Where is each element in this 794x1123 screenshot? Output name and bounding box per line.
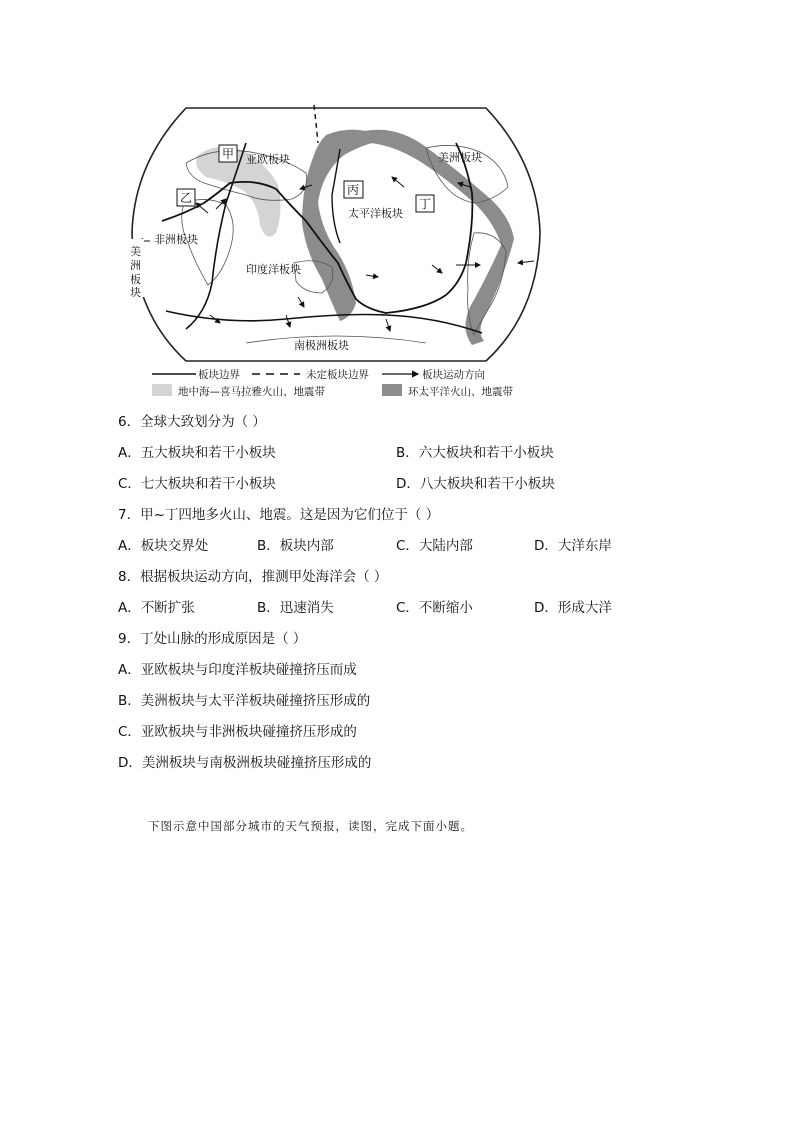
legend-pacific-swatch: [382, 384, 402, 396]
label-american-plate-west-3: 板: [130, 273, 141, 286]
question-8-option-a: A．不断扩张: [118, 600, 195, 616]
question-8-option-d: D．形成大洋: [534, 600, 612, 616]
label-indian-ocean-plate: 印度洋板块: [246, 263, 301, 276]
svg-text:丁: 丁: [419, 197, 432, 211]
question-9-option-b: B．美洲板块与太平洋板块碰撞挤压形成的: [118, 693, 371, 709]
question-9: 9．丁处山脉的形成原因是（ ）: [118, 631, 307, 647]
question-9-option-c: C．亚欧板块与非洲板块碰撞挤压形成的: [118, 724, 357, 740]
question-7-option-b: B．板块内部: [257, 538, 334, 554]
label-pacific-plate: 太平洋板块: [348, 207, 403, 220]
question-6-option-b: B．六大板块和若干小板块: [396, 445, 554, 461]
marker-jia: [219, 145, 237, 162]
question-8: 8．根据板块运动方向，推测甲处海洋会（ ）: [118, 569, 388, 585]
question-6-options-row-2: [118, 474, 698, 505]
legend-boundary: 板块边界: [198, 369, 240, 381]
marker-ding: [416, 195, 434, 212]
legend-mediterranean-belt: 地中海—喜马拉雅火山、地震带: [178, 386, 325, 398]
legend-mediterranean-swatch: [152, 384, 172, 396]
label-american-plate-west-2: 洲: [130, 259, 141, 272]
label-antarctic-plate: 南极洲板块: [294, 339, 349, 352]
label-american-plate-ne: 美洲板块: [438, 151, 482, 164]
question-7-options: [118, 536, 698, 567]
question-list: [118, 412, 698, 784]
legend-undetermined: 未定板块边界: [306, 369, 369, 381]
label-american-plate-west: [128, 239, 144, 299]
question-8-option-c: C．不断缩小: [396, 600, 473, 616]
svg-text:丙: 丙: [347, 183, 360, 197]
question-7-option-d: D．大洋东岸: [534, 538, 612, 554]
question-7: 7．甲~丁四地多火山、地震。这是因为它们位于（ ）: [118, 507, 440, 523]
svg-text:乙: 乙: [180, 191, 193, 205]
legend-movement: 板块运动方向: [422, 369, 485, 381]
legend-pacific-belt: 环太平洋火山、地震带: [408, 386, 513, 398]
question-6-options-row-1: [118, 443, 698, 474]
map-legend: [152, 368, 513, 398]
marker-bing: [344, 181, 363, 198]
label-african-plate: 非洲板块: [154, 233, 198, 246]
question-9-option-a: A．亚欧板块与印度洋板块碰撞挤压而成: [118, 662, 357, 678]
question-6-option-d: D．八大板块和若干小板块: [396, 476, 555, 492]
question-8-option-b: B．迅速消失: [257, 600, 334, 616]
question-6-option-a: A．五大板块和若干小板块: [118, 445, 276, 461]
question-9-option-d: D．美洲板块与南极洲板块碰撞挤压形成的: [118, 755, 372, 771]
marker-yi: [177, 189, 195, 206]
question-7-option-a: A．板块交界处: [118, 538, 209, 554]
svg-text:甲: 甲: [222, 147, 235, 161]
label-american-plate-west-4: 块: [130, 286, 141, 299]
question-8-options: [118, 598, 698, 629]
question-6: 6．全球大致划分为（ ）: [118, 414, 266, 430]
plate-map-svg: [126, 103, 546, 400]
question-7-option-c: C．大陆内部: [396, 538, 473, 554]
label-american-plate-west-1: 美: [130, 245, 141, 258]
question-6-option-c: C．七大板块和若干小板块: [118, 476, 276, 492]
next-section-instruction: 下图示意中国部分城市的天气预报，读图，完成下面小题。: [148, 819, 473, 833]
plate-map: [126, 103, 546, 400]
label-eurasian-plate: 亚欧板块: [246, 153, 290, 166]
